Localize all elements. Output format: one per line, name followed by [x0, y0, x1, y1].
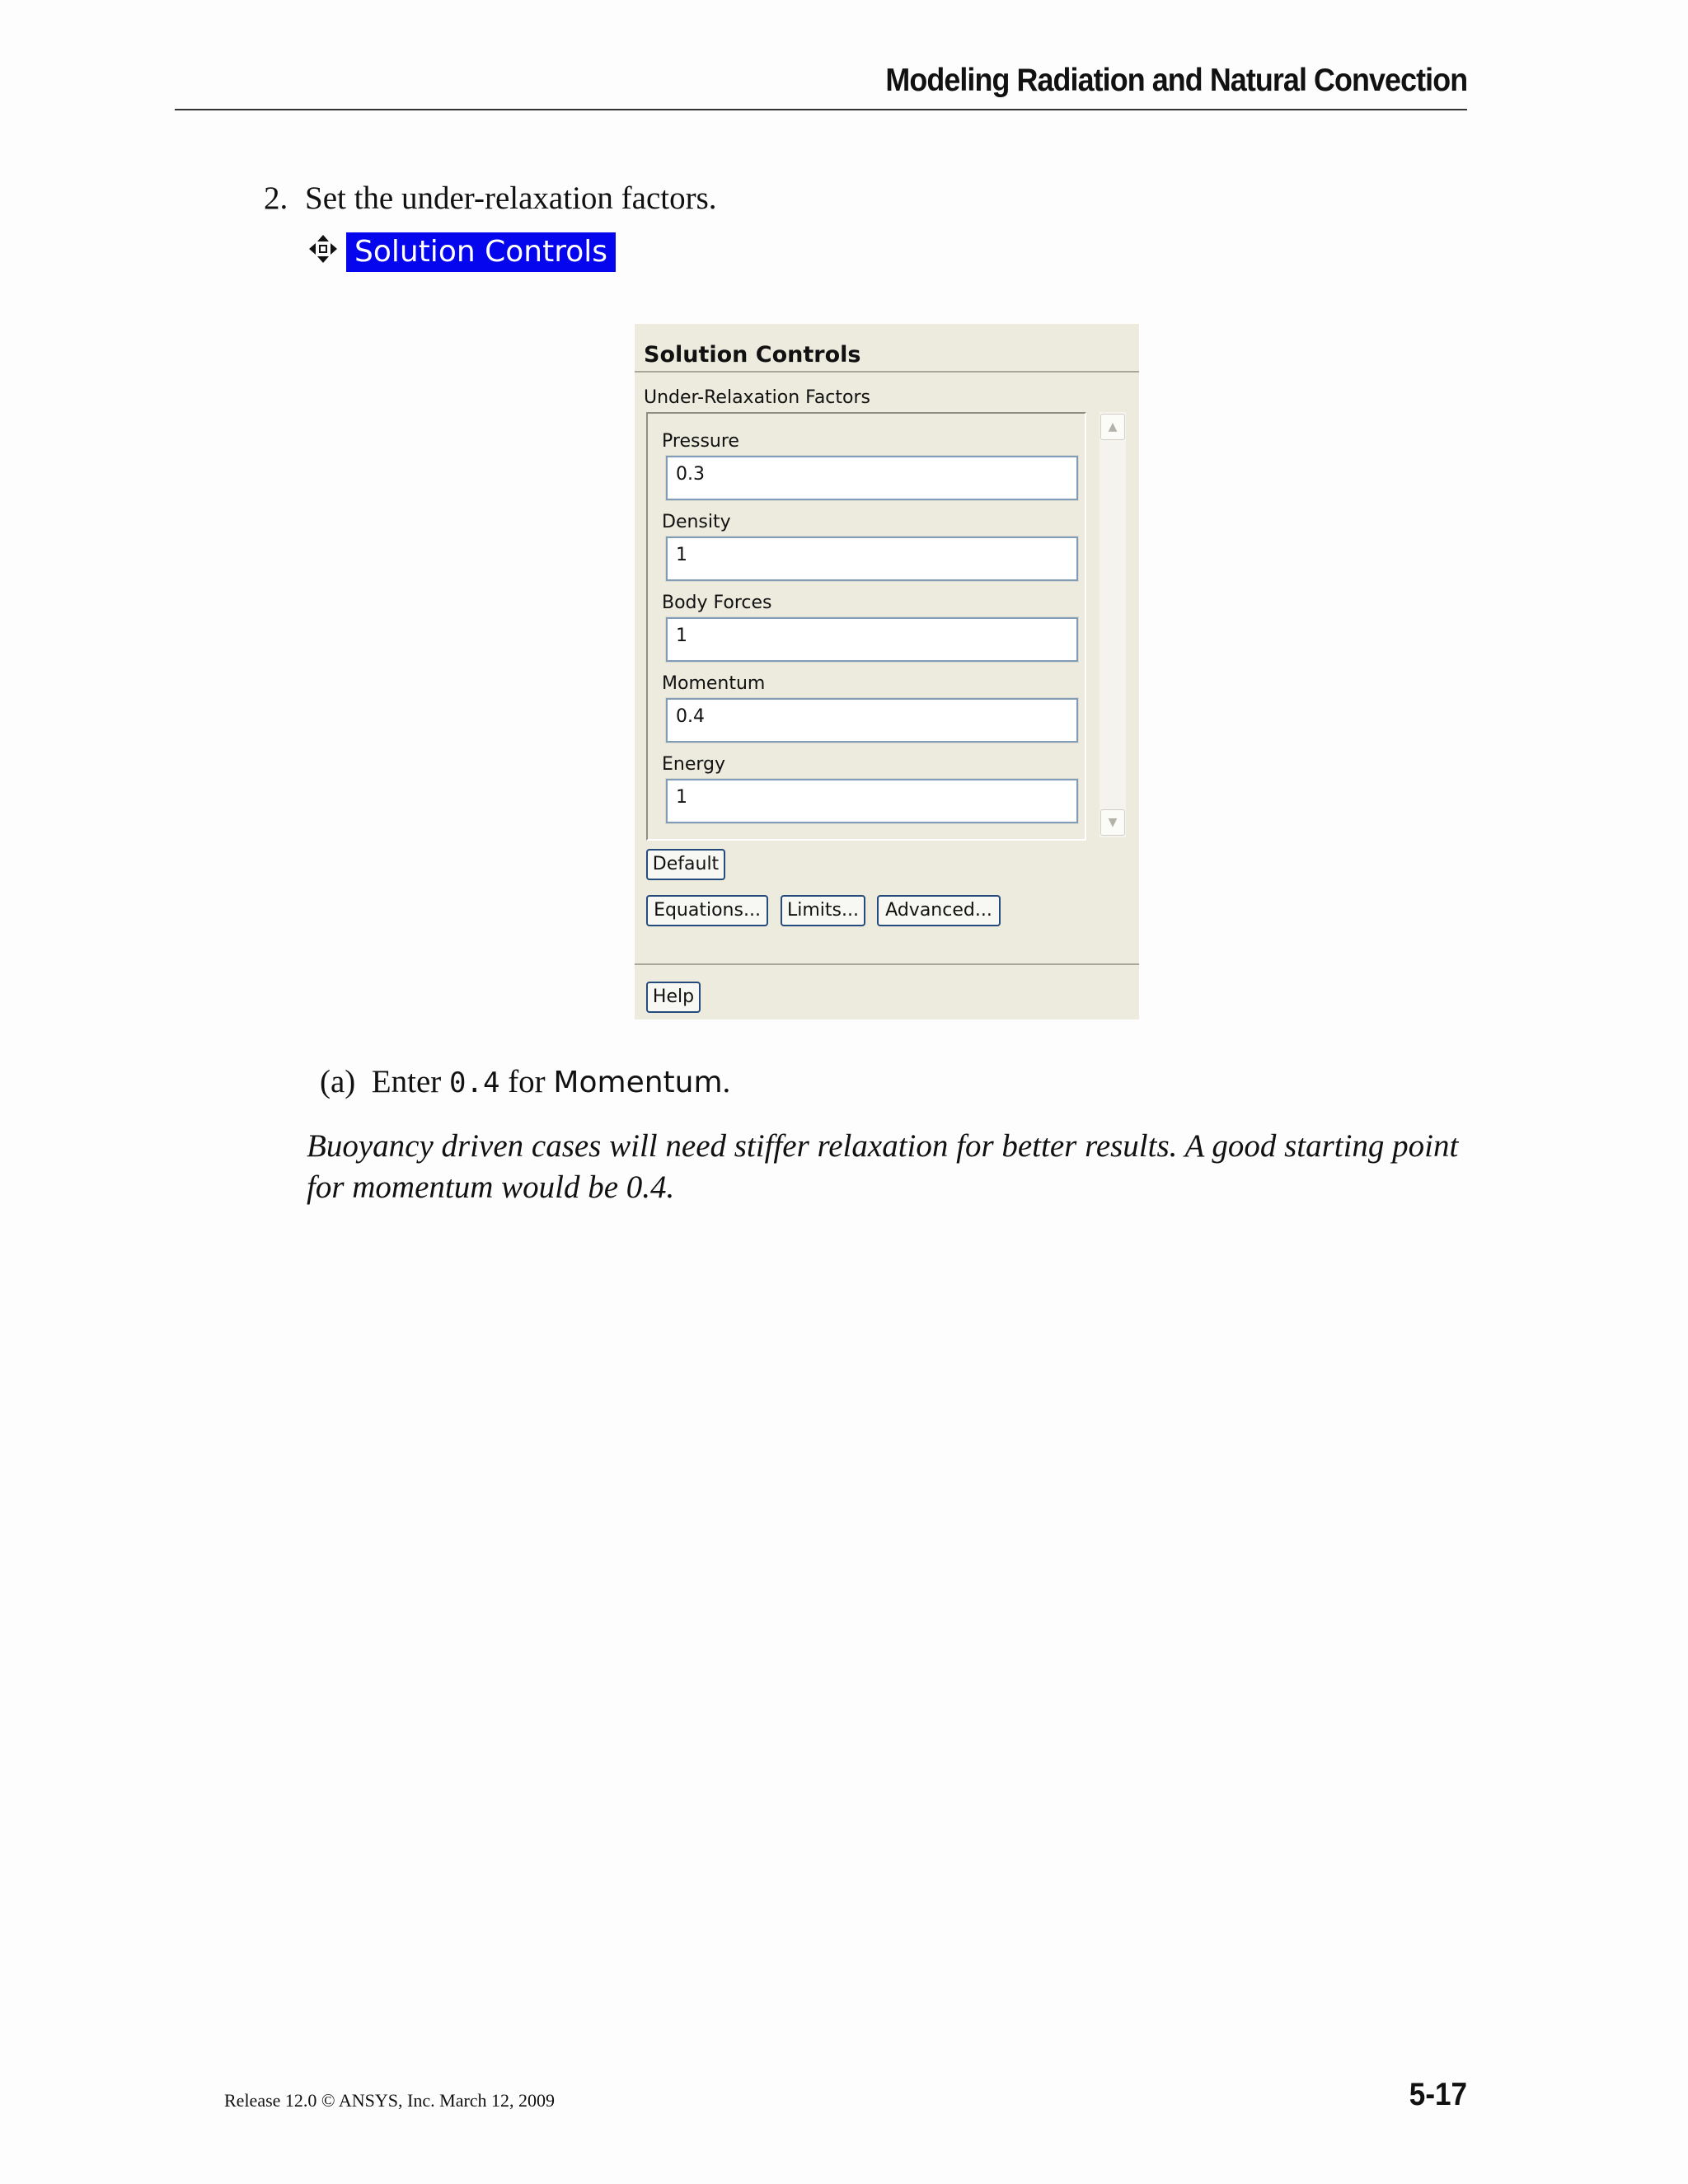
- scroll-up-icon[interactable]: ▲: [1100, 414, 1125, 440]
- density-value: 1: [676, 545, 687, 565]
- vertical-scrollbar[interactable]: [1100, 412, 1126, 837]
- pressure-value: 0.3: [676, 464, 705, 485]
- footer-release: Release 12.0 © ANSYS, Inc. March 12, 2009: [224, 2090, 556, 2111]
- under-relaxation-group-label: Under-Relaxation Factors: [644, 387, 870, 408]
- body-forces-value: 1: [676, 626, 687, 646]
- page-number: 5-17: [1409, 2077, 1467, 2112]
- factors-pane: [646, 412, 1086, 841]
- density-input[interactable]: [666, 537, 1078, 581]
- page-header-title: Modeling Radiation and Natural Convection: [885, 63, 1467, 98]
- title-separator: [635, 371, 1139, 373]
- substep-enter-word: Enter: [371, 1064, 442, 1099]
- step-item: [264, 180, 717, 217]
- default-button[interactable]: Default: [646, 849, 725, 880]
- substep-for-word: for: [508, 1064, 546, 1099]
- dialog-title: Solution Controls: [644, 342, 861, 368]
- solution-controls-nav-link[interactable]: Solution Controls: [346, 232, 616, 272]
- pressure-label: Pressure: [662, 431, 739, 452]
- step-text: Set the under-relaxation factors.: [305, 180, 717, 216]
- substep-target: Momentum: [553, 1066, 723, 1099]
- substep-period: .: [722, 1064, 731, 1099]
- header-rule: [175, 109, 1467, 110]
- energy-label: Energy: [662, 754, 726, 775]
- scroll-down-icon[interactable]: ▼: [1100, 809, 1125, 836]
- momentum-value: 0.4: [676, 706, 705, 727]
- equations-button[interactable]: Equations...: [646, 895, 768, 926]
- navigation-arrows-icon: [307, 232, 340, 265]
- pressure-input[interactable]: [666, 456, 1078, 500]
- substep-a: [320, 1063, 730, 1100]
- solution-controls-dialog: [635, 324, 1139, 1019]
- density-label: Density: [662, 512, 731, 532]
- help-button[interactable]: Help: [646, 982, 701, 1013]
- buoyancy-note: Buoyancy driven cases will need stiffer relaxation for better results. A good starting point for momentum would be 0.4.: [307, 1128, 1459, 1205]
- footer-separator: [635, 963, 1139, 965]
- body-forces-label: Body Forces: [662, 593, 772, 613]
- limits-button[interactable]: Limits...: [781, 895, 865, 926]
- energy-value: 1: [676, 787, 687, 808]
- advanced-button[interactable]: Advanced...: [877, 895, 1001, 926]
- energy-input[interactable]: [666, 779, 1078, 823]
- substep-value: 0.4: [449, 1066, 500, 1099]
- momentum-label: Momentum: [662, 673, 766, 694]
- step-number: 2.: [264, 180, 288, 216]
- body-forces-input[interactable]: [666, 617, 1078, 662]
- momentum-input[interactable]: [666, 698, 1078, 743]
- substep-marker: (a): [320, 1064, 356, 1099]
